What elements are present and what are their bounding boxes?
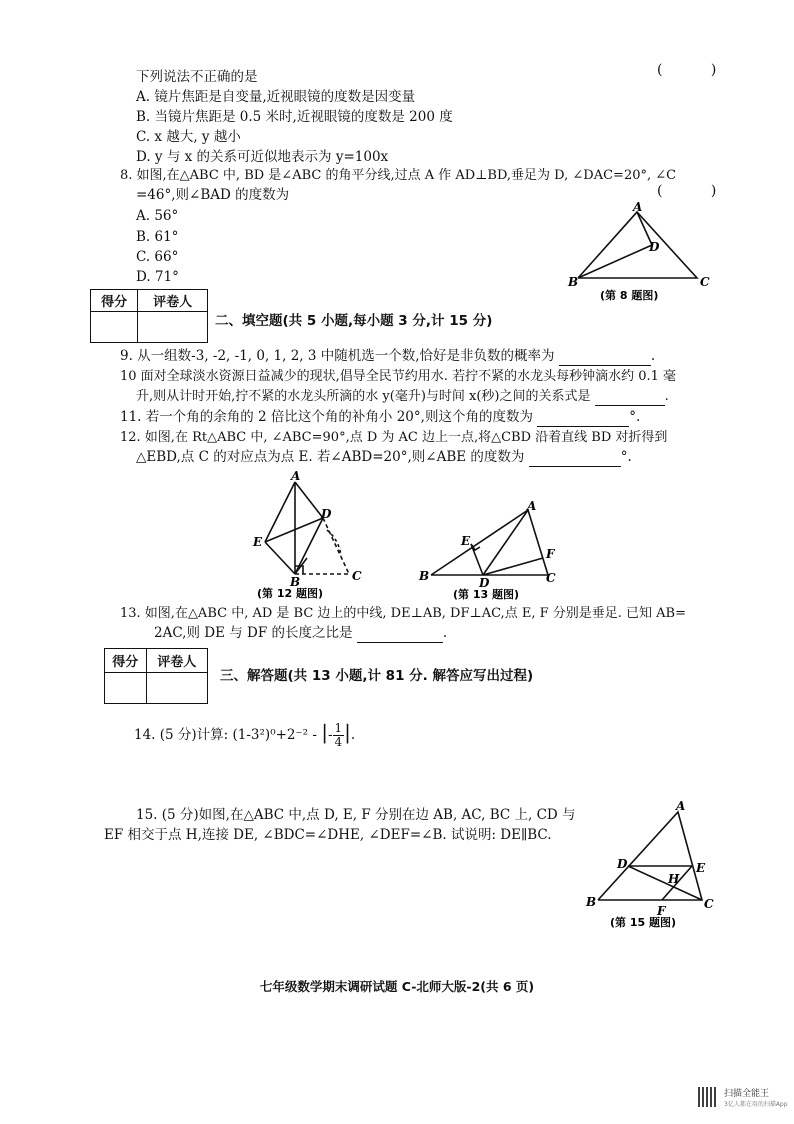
q13-label-d: D	[479, 576, 490, 590]
q9-text: 9. 从一组数-3, -2, -1, 0, 1, 2, 3 中随机选一个数,恰好是非负数的概率为	[120, 348, 555, 364]
score-box-section2	[90, 289, 208, 343]
q8-label-c: C	[700, 275, 710, 289]
q12-label-c: C	[352, 569, 362, 583]
q15-label-e: E	[696, 861, 706, 875]
grader-label: 评卷人	[146, 649, 208, 673]
q15-label-h: H	[668, 872, 680, 886]
q8-figure-caption: (第 8 题图)	[600, 289, 659, 302]
q15-figure	[580, 800, 720, 932]
q7-option-b: B. 当镜片焦距是 0.5 米时,近视眼镜的度数是 200 度	[136, 109, 453, 125]
q15-label-c: C	[704, 897, 714, 911]
q8-label-d: D	[649, 240, 660, 254]
q13-figure	[415, 500, 575, 600]
score-label: 得分	[91, 290, 138, 312]
q14: 14. (5 分)计算: (1-3²)⁰+2⁻² - |- $\frac{1}{4}$ |.	[134, 720, 356, 749]
q12-answer-blank[interactable]	[529, 452, 621, 467]
q15-label-f: F	[657, 904, 666, 918]
scanner-watermark: 扫描全能王 3亿人都在用的扫描App	[724, 1089, 788, 1108]
q13-label-c: C	[546, 571, 556, 585]
q8-line2: =46°,则∠BAD 的度数为	[136, 187, 290, 203]
grader-label: 评卷人	[138, 290, 208, 312]
q11: 11. 若一个角的余角的 2 倍比这个角的补角小 20°,则这个角的度数为 °.	[120, 409, 641, 425]
q9-answer-blank[interactable]	[559, 351, 651, 366]
q7-option-d: D. y 与 x 的关系可近似地表示为 y=100x	[136, 149, 389, 165]
q13-line2: 2AC,则 DE 与 DF 的长度之比是 .	[154, 625, 448, 641]
q8-option-d: D. 71°	[136, 269, 179, 285]
q8-option-c: C. 66°	[136, 249, 179, 265]
q13-line1: 13. 如图,在△ABC 中, AD 是 BC 边上的中线, DE⊥AB, DF⊥AC,点 E, F 分别是垂足. 已知 AB=	[120, 606, 686, 621]
section3-heading: 三、解答题(共 13 小题,计 81 分. 解答应写出过程)	[220, 668, 534, 684]
grader-cell	[146, 673, 208, 704]
q15-label-d: D	[617, 857, 628, 871]
q8-label-a: A	[633, 200, 643, 214]
q12-label-e: E	[253, 535, 263, 549]
score-box-section3	[104, 648, 208, 704]
q10-line1: 10 面对全球淡水资源日益减少的现状,倡导全民节约用水. 若拧不紧的水龙头每秒钟滴水约 0.1 毫	[120, 369, 677, 384]
score-label: 得分	[105, 649, 147, 673]
q12-label-b: B	[290, 575, 301, 589]
q12-line2: △EBD,点 C 的对应点为点 E. 若∠ABD=20°,则∠ABE 的度数为 °.	[136, 449, 632, 465]
qr-code-icon	[698, 1087, 718, 1107]
section2-heading: 二、填空题(共 5 小题,每小题 3 分,计 15 分)	[215, 313, 493, 329]
page-footer: 七年级数学期末调研试题 C-北师大版-2(共 6 页)	[259, 979, 535, 994]
q13-label-f: F	[546, 547, 555, 561]
q7-option-a: A. 镜片焦距是自变量,近视眼镜的度数是因变量	[136, 89, 416, 105]
q13-answer-blank[interactable]	[357, 628, 443, 643]
q15-label-a: A	[676, 799, 686, 813]
score-cell	[91, 312, 138, 343]
q15-figure-caption: (第 15 题图)	[610, 916, 677, 929]
q8-answer-paren: ( )	[657, 183, 739, 199]
q8-line1: 8. 如图,在△ABC 中, BD 是∠ABC 的角平分线,过点 A 作 AD⊥BD,垂足为 D, ∠DAC=20°, ∠C	[120, 168, 677, 183]
q12-figure	[245, 470, 375, 600]
q13-figure-caption: (第 13 题图)	[453, 588, 520, 601]
q15-line2: EF 相交于点 H,连接 DE, ∠BDC=∠DHE, ∠DEF=∠B. 试说明: DE∥BC.	[104, 827, 552, 843]
q10-line2: 升,则从计时开始,拧不紧的水龙头所滴的水 y(毫升)与时间 x(秒)之间的关系式是 .	[136, 389, 669, 404]
q13-label-e: E	[461, 534, 471, 548]
q15-label-b: B	[586, 895, 597, 909]
q8-option-a: A. 56°	[136, 208, 179, 224]
q12-label-a: A	[291, 469, 301, 483]
q9: 9. 从一组数-3, -2, -1, 0, 1, 2, 3 中随机选一个数,恰好是非负数的概率为 .	[120, 348, 656, 364]
q8-figure	[560, 200, 720, 305]
q7-answer-paren: ( )	[657, 62, 739, 78]
q13-label-a: A	[527, 499, 537, 513]
q10-answer-blank[interactable]	[595, 391, 665, 406]
q12-figure-caption: (第 12 题图)	[257, 587, 324, 600]
q14-fraction: $\frac{1}{4}$	[334, 721, 343, 749]
q11-answer-blank[interactable]	[537, 412, 629, 427]
q12-line1: 12. 如图,在 Rt△ABC 中, ∠ABC=90°,点 D 为 AC 边上一点,将△CBD 沿着直线 BD 对折得到	[120, 430, 668, 445]
q7-stem: 下列说法不正确的是	[136, 69, 258, 85]
q12-label-d: D	[321, 507, 332, 521]
score-cell	[105, 673, 147, 704]
grader-cell	[138, 312, 208, 343]
q8-label-b: B	[568, 275, 579, 289]
q7-option-c: C. x 越大, y 越小	[136, 129, 241, 145]
q13-label-b: B	[419, 569, 430, 583]
q8-option-b: B. 61°	[136, 229, 179, 245]
q15-line1: 15. (5 分)如图,在△ABC 中,点 D, E, F 分别在边 AB, AC, BC 上, CD 与	[136, 807, 576, 823]
